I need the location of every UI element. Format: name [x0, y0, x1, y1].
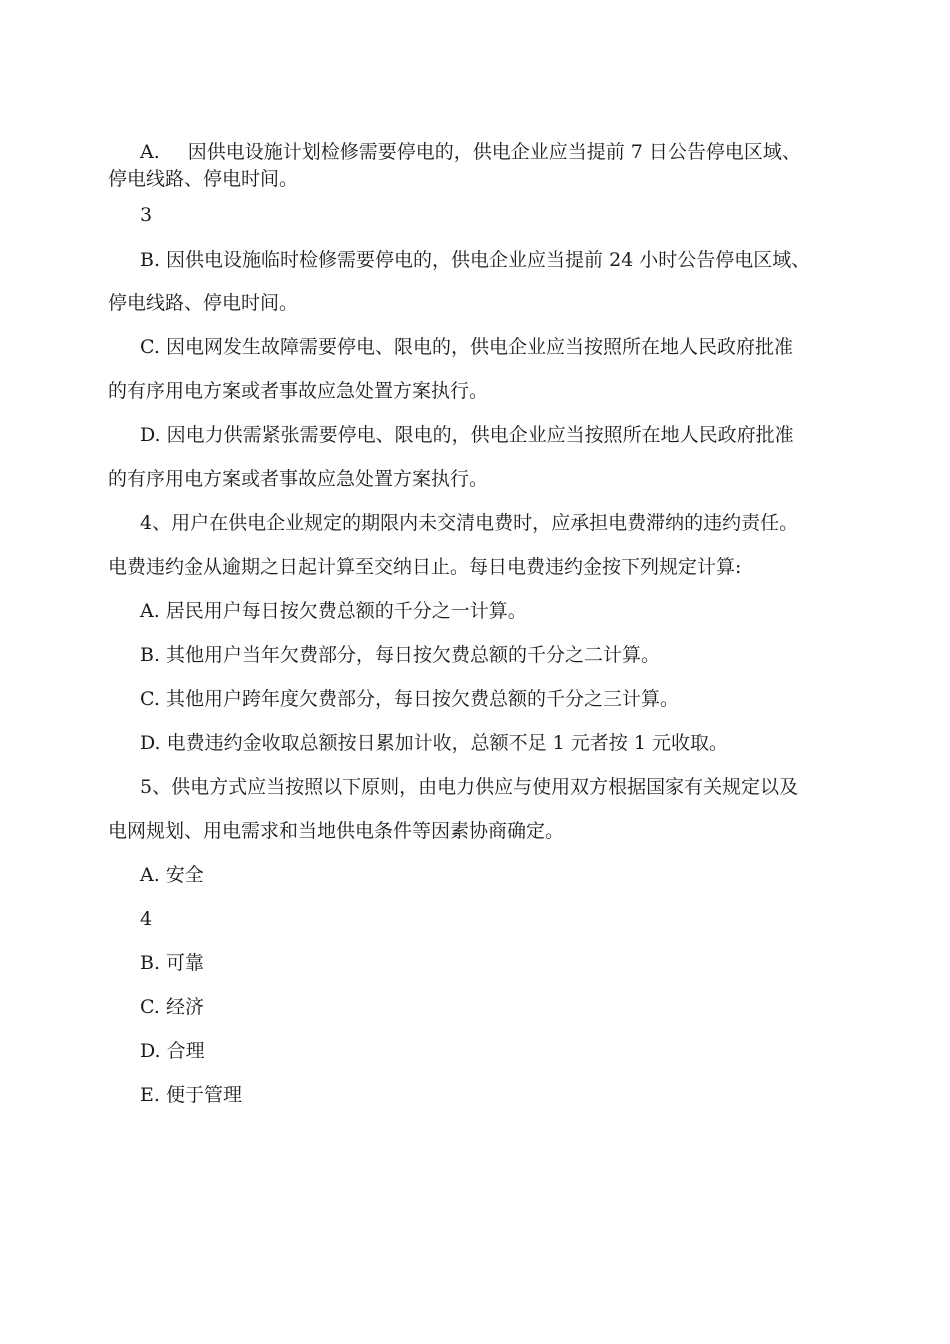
page-number: 4 — [140, 908, 153, 930]
q4-option-c: C. 其他用户跨年度欠费部分，每日按欠费总额的千分之三计算。 — [140, 688, 679, 710]
q5-option-a: A. 安全 — [140, 864, 204, 886]
option-c-grid-fault: C. 因电网发生故障需要停电、限电的，供电企业应当按照所在地人民政府批准 — [140, 336, 793, 358]
text-line: 停电线路、停电时间。 — [108, 168, 299, 190]
page-number: 3 — [140, 204, 153, 226]
q4-option-a: A. 居民用户每日按欠费总额的千分之一计算。 — [140, 600, 527, 622]
text-line: 的有序用电方案或者事故应急处置方案执行。 — [108, 380, 489, 402]
option-a-planned-outage — [140, 139, 801, 165]
option-letter: A. — [140, 141, 160, 163]
q5-option-d: D. 合理 — [140, 1040, 205, 1062]
text-line: 电费违约金从逾期之日起计算至交纳日止。每日电费违约金按下列规定计算: — [108, 556, 742, 578]
q5-option-e: E. 便于管理 — [140, 1084, 242, 1106]
option-text: 因供电设施计划检修需要停电的，供电企业应当提前 7 日公告停电区域、 — [187, 141, 801, 163]
text-line: 电网规划、用电需求和当地供电条件等因素协商确定。 — [108, 820, 565, 842]
question-5: 5、供电方式应当按照以下原则，由电力供应与使用双方根据国家有关规定以及 — [140, 776, 799, 798]
question-4: 4、用户在供电企业规定的期限内未交清电费时，应承担电费滞纳的违约责任。 — [140, 512, 799, 534]
q4-option-b: B. 其他用户当年欠费部分，每日按欠费总额的千分之二计算。 — [140, 644, 661, 666]
q5-option-b: B. 可靠 — [140, 952, 205, 974]
q4-option-d: D. 电费违约金收取总额按日累加计收，总额不足 1 元者按 1 元收取。 — [140, 732, 728, 754]
text-line: 的有序用电方案或者事故应急处置方案执行。 — [108, 468, 489, 490]
q5-option-c: C. 经济 — [140, 996, 204, 1018]
option-d-supply-shortage: D. 因电力供需紧张需要停电、限电的，供电企业应当按照所在地人民政府批准 — [140, 424, 794, 446]
text-line: 停电线路、停电时间。 — [108, 292, 299, 314]
option-b-temporary-outage: B. 因供电设施临时检修需要停电的，供电企业应当提前 24 小时公告停电区域、 — [140, 249, 811, 271]
